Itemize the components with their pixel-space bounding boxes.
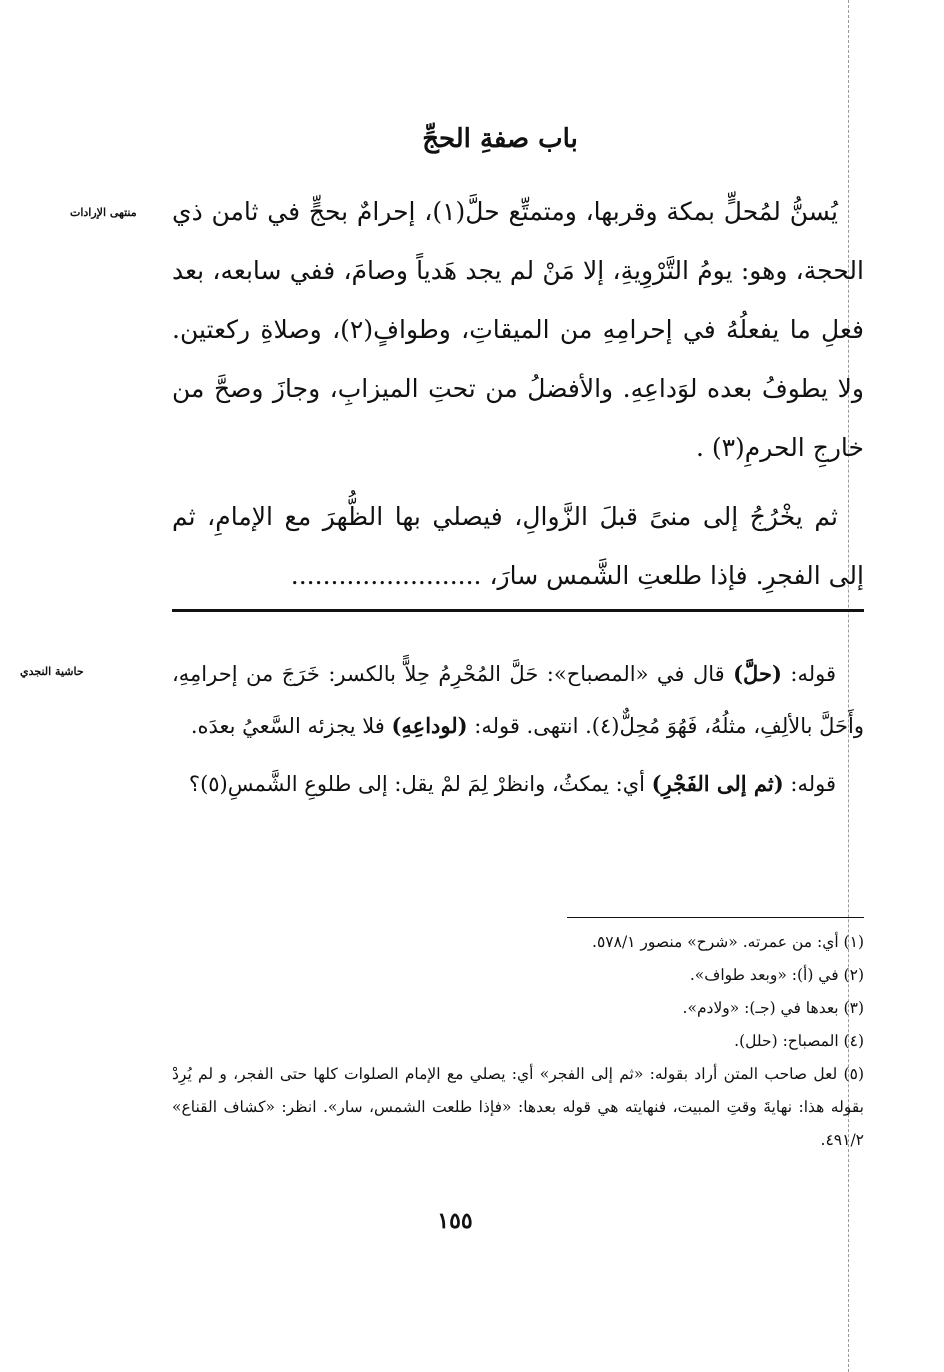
commentary-keyword: (ثم إلى الفَجْرِ) bbox=[651, 771, 784, 796]
commentary-text-2: فلا يجزئه السَّعيُ بعدَه. bbox=[190, 714, 392, 738]
chapter-title: باب صفةِ الحجِّ bbox=[422, 124, 578, 154]
commentary-text: أي: يمكثُ، وانظرْ لِمَ لمْ يقل: إلى طلوعِ الشَّمسِ(٥)؟ bbox=[188, 772, 652, 796]
commentary-paragraph-2 bbox=[172, 758, 864, 810]
section-divider bbox=[172, 609, 864, 612]
commentary-text: قال في «المصباح»: حَلَّ المُحْرِمُ حِلاًّ بالكسر: خَرَجَ من إحرامِهِ، وأَحَلَّ بالألِفِ، مثلُهُ، فَهُوَ مُحِلٌّ(٤). انتهى. قوله: bbox=[172, 662, 864, 738]
commentary-lead: قوله: bbox=[781, 662, 836, 686]
main-paragraph-2: ثم يخْرُجُ إلى منىً قبلَ الزَّوالِ، فيصلي بها الظُّهرَ مع الإمامِ، ثم إلى الفجرِ. فإذا طلعتِ الشَّمس سارَ، ........................ bbox=[172, 502, 864, 590]
commentary-paragraph-1 bbox=[172, 648, 864, 752]
commentary-keyword: (حلَّ) bbox=[733, 661, 782, 686]
source-label-main: منتهى الإرادات bbox=[70, 206, 137, 219]
footnotes-section bbox=[172, 926, 864, 1157]
footnote-4: (٤) المصباح: (حلل). bbox=[734, 1032, 864, 1050]
commentary-keyword-2: (لوداعِهِ) bbox=[391, 713, 468, 738]
footnote-2: (٢) في (أ): «وبعد طواف». bbox=[689, 966, 864, 984]
footnote-3: (٣) بعدها في (جـ): «ولادم». bbox=[682, 999, 864, 1017]
commentary-section bbox=[172, 648, 864, 810]
main-text bbox=[172, 182, 864, 605]
footnote-1: (١) أي: من عمرته. «شرح» منصور ٥٧٨/١. bbox=[592, 933, 864, 951]
source-label-commentary: حاشية النجدي bbox=[20, 665, 84, 678]
footnote-divider bbox=[567, 917, 864, 918]
page-number: ١٥٥ bbox=[437, 1208, 473, 1234]
commentary-lead: قوله: bbox=[783, 772, 836, 796]
footnote-5: (٥) لعل صاحب المتن أراد بقوله: «ثم إلى الفجر» أي: يصلي مع الإمام الصلوات كلها حتى الفجر، و لم يُرِدْ بقوله هذا: نهايةَ وقتِ المبيت، فنهايته هي قوله بعدها: «فإذا طلعت الشمس، سار». انظر: «كشاف القناع» ٤٩١/٢. bbox=[172, 1065, 864, 1149]
main-paragraph-1: يُسنُّ لمُحلٍّ بمكة وقربها، ومتمتِّع حلَّ(١)، إحرامٌ بحجٍّ في ثامن ذي الحجة، وهو: يومُ التَّرْوِيةِ، إلا مَنْ لم يجد هَدياً وصامَ، ففي سابعه، بعد فعلِ ما يفعلُهُ في إحرامِهِ من الميقاتِ، وطوافٍ(٢)، وصلاةِ ركعتين. ولا يطوفُ بعده لوَداعِهِ. والأفضلُ من تحتِ الميزابِ، وجازَ وصحَّ من خارجِ الحرمِ(٣) . bbox=[172, 197, 865, 462]
